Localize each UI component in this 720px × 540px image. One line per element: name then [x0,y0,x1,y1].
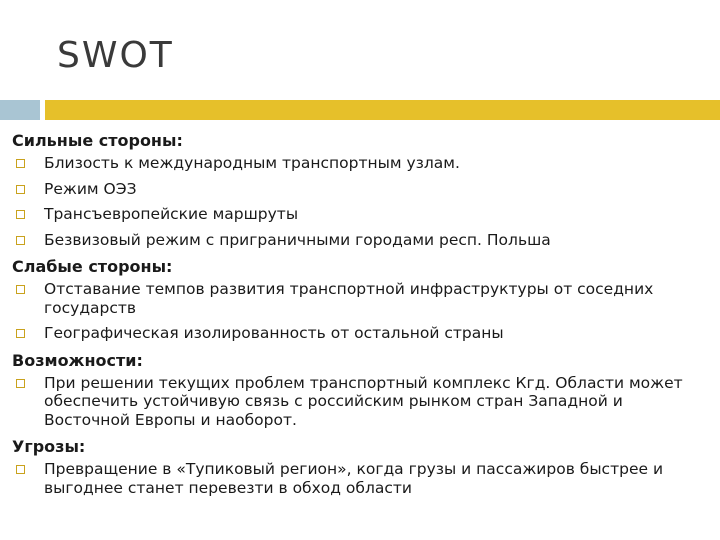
list-item [12,374,712,430]
list-item [12,231,712,250]
list-item [12,180,712,199]
hollow-square-icon [16,236,25,245]
section-heading-opportunities: Возможности: [12,350,143,370]
slide-content [12,127,712,504]
list-item [12,280,712,317]
list-item-text: Превращение в «Тупиковый регион», когда грузы и пассажиров быстрее и выгоднее станет перевезти в обход области [44,460,664,497]
hollow-square-icon [16,329,25,338]
list-item-text: Безвизовый режим с приграничными городами респ. Польша [44,230,551,249]
list-item-text: Географическая изолированность от остальной страны [44,324,504,342]
list-item [12,460,712,497]
hollow-square-icon [16,379,25,388]
list-item [12,324,712,343]
list-item-text: Режим ОЭЗ [44,179,137,198]
list-item [12,205,712,224]
accent-bar-left [0,100,40,120]
list-item [12,154,712,173]
list-item-text: При решении текущих проблем транспортный комплекс Кгд. Области может обеспечить устойчивую связь с российским рынком стран Западной и Восточной Европы и наоборот. [44,373,683,429]
section-heading-threats: Угрозы: [12,437,86,456]
hollow-square-icon [16,465,25,474]
slide-title: SWOT [57,35,174,76]
accent-bar-right [45,100,720,120]
hollow-square-icon [16,285,25,294]
list-item-text: Отставание темпов развития транспортной инфраструктуры от соседних государств [44,280,654,317]
list-item-text: Близость к международным транспортным узлам. [44,154,460,172]
section-heading-strengths: Сильные стороны: [12,131,183,150]
weaknesses-list [12,280,712,343]
threats-list [12,460,712,497]
hollow-square-icon [16,159,25,168]
hollow-square-icon [16,210,25,219]
section-heading-weaknesses: Слабые стороны: [12,257,173,276]
hollow-square-icon [16,185,25,194]
list-item-text: Трансъевропейские маршруты [44,205,299,223]
opportunities-list [12,374,712,430]
strengths-list [12,154,712,249]
